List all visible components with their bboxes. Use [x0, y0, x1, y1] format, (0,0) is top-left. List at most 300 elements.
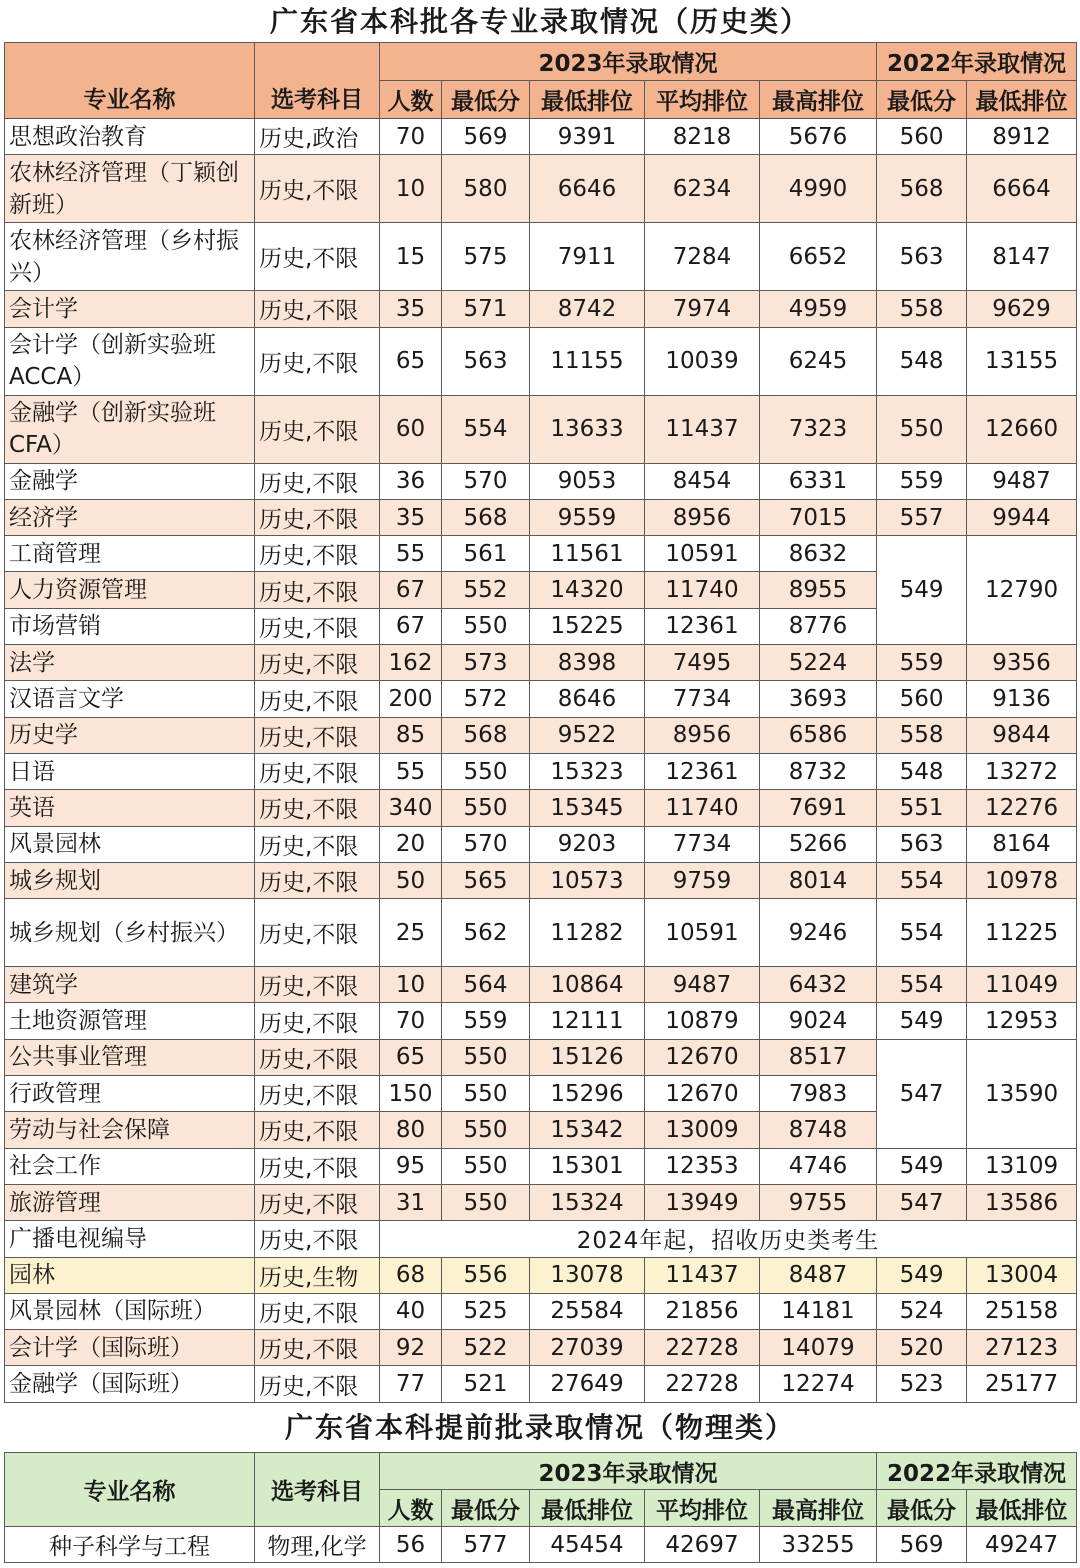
min-score: 552 [442, 572, 530, 608]
count: 70 [380, 119, 442, 155]
max-rank: 8732 [760, 753, 877, 789]
subjects: 历史,不限 [255, 1184, 380, 1220]
min-score: 522 [442, 1330, 530, 1366]
major-name: 风景园林 [5, 826, 255, 862]
min-score-2022: 554 [877, 967, 967, 1003]
min-rank: 9203 [530, 826, 645, 862]
major-name: 城乡规划 [5, 862, 255, 898]
min-score-2022: 520 [877, 1330, 967, 1366]
min-rank: 15345 [530, 790, 645, 826]
header-max-rank: 最高排位 [760, 81, 877, 119]
min-rank: 11282 [530, 899, 645, 967]
avg-rank: 12670 [645, 1039, 760, 1075]
table-row [5, 1366, 1077, 1402]
max-rank: 9755 [760, 1184, 877, 1220]
min-rank: 13078 [530, 1257, 645, 1293]
count: 65 [380, 1039, 442, 1075]
table-row [5, 967, 1077, 1003]
table-row [5, 645, 1077, 681]
min-score-2022: 547 [877, 1039, 967, 1148]
max-rank: 8632 [760, 536, 877, 572]
min-rank: 11155 [530, 327, 645, 395]
min-score: 570 [442, 463, 530, 499]
table-row [5, 463, 1077, 499]
min-score-2022: 551 [877, 790, 967, 826]
subjects: 历史,不限 [255, 1112, 380, 1148]
min-rank: 27649 [530, 1366, 645, 1402]
min-score: 575 [442, 223, 530, 291]
subjects: 历史,不限 [255, 463, 380, 499]
max-rank: 4746 [760, 1148, 877, 1184]
count: 55 [380, 536, 442, 572]
table-row [5, 862, 1077, 898]
min-rank: 10573 [530, 862, 645, 898]
count: 35 [380, 499, 442, 535]
max-rank: 6245 [760, 327, 877, 395]
major-name: 工商管理 [5, 536, 255, 572]
header-min-rank-2022: 最低排位 [967, 81, 1077, 119]
physics-table-body [5, 1527, 1077, 1563]
table-row [5, 395, 1077, 463]
min-score-2022: 548 [877, 753, 967, 789]
min-score-2022: 549 [877, 1148, 967, 1184]
min-score-2022: 524 [877, 1293, 967, 1329]
min-score: 580 [442, 155, 530, 223]
table-row [5, 1527, 1077, 1563]
min-rank-2022: 13272 [967, 753, 1077, 789]
major-name: 思想政治教育 [5, 119, 255, 155]
avg-rank: 22728 [645, 1330, 760, 1366]
min-rank-2022: 8912 [967, 119, 1077, 155]
table-row [5, 753, 1077, 789]
subjects: 历史,不限 [255, 826, 380, 862]
avg-rank: 22728 [645, 1366, 760, 1402]
min-score-2022: 523 [877, 1366, 967, 1402]
physics-admission-table [4, 1452, 1077, 1563]
min-score: 556 [442, 1257, 530, 1293]
count: 40 [380, 1293, 442, 1329]
min-score-2022: 559 [877, 645, 967, 681]
admission-note: 2024年起，招收历史类考生 [380, 1221, 1077, 1257]
min-rank: 13633 [530, 395, 645, 463]
count: 65 [380, 327, 442, 395]
table-row [5, 119, 1077, 155]
major-name: 种子科学与工程 [5, 1527, 255, 1563]
subjects: 历史,不限 [255, 1330, 380, 1366]
subjects: 历史,政治 [255, 119, 380, 155]
max-rank: 8955 [760, 572, 877, 608]
min-rank-2022: 25158 [967, 1293, 1077, 1329]
header-major: 专业名称 [5, 43, 255, 119]
table-row [5, 499, 1077, 535]
table-row [5, 1330, 1077, 1366]
table-row [5, 155, 1077, 223]
table-row [5, 327, 1077, 395]
min-rank: 8398 [530, 645, 645, 681]
max-rank: 6432 [760, 967, 877, 1003]
major-name: 经济学 [5, 499, 255, 535]
subjects: 历史,不限 [255, 1221, 380, 1257]
min-rank: 12111 [530, 1003, 645, 1039]
max-rank: 6331 [760, 463, 877, 499]
min-score-2022: 558 [877, 717, 967, 753]
min-score-2022: 560 [877, 119, 967, 155]
major-name: 劳动与社会保障 [5, 1112, 255, 1148]
min-rank: 6646 [530, 155, 645, 223]
major-name: 市场营销 [5, 608, 255, 644]
count: 60 [380, 395, 442, 463]
min-score: 565 [442, 862, 530, 898]
avg-rank: 10591 [645, 899, 760, 967]
min-score: 550 [442, 1039, 530, 1075]
max-rank: 5224 [760, 645, 877, 681]
header-group-2022: 2022年录取情况 [877, 1453, 1077, 1490]
max-rank: 5266 [760, 826, 877, 862]
min-rank-2022: 8147 [967, 223, 1077, 291]
min-rank-2022: 27123 [967, 1330, 1077, 1366]
min-score-2022: 547 [877, 1184, 967, 1220]
major-name: 会计学（国际班） [5, 1330, 255, 1366]
min-score-2022: 557 [877, 499, 967, 535]
min-score-2022: 548 [877, 327, 967, 395]
table-row [5, 681, 1077, 717]
major-name: 历史学 [5, 717, 255, 753]
subjects: 历史,不限 [255, 395, 380, 463]
min-score: 550 [442, 753, 530, 789]
major-name: 会计学（创新实验班ACCA） [5, 327, 255, 395]
major-name: 汉语言文学 [5, 681, 255, 717]
subjects: 历史,不限 [255, 1076, 380, 1112]
count: 35 [380, 291, 442, 327]
header-min-score-2022: 最低分 [877, 1490, 967, 1527]
min-rank: 9522 [530, 717, 645, 753]
major-name: 农林经济管理（丁颖创新班） [5, 155, 255, 223]
max-rank: 8014 [760, 862, 877, 898]
avg-rank: 10039 [645, 327, 760, 395]
history-table-title: 广东省本科批各专业录取情况（历史类） [269, 5, 810, 38]
subjects: 物理,化学 [255, 1527, 380, 1563]
count: 20 [380, 826, 442, 862]
min-rank: 15301 [530, 1148, 645, 1184]
header-major: 专业名称 [5, 1453, 255, 1527]
count: 95 [380, 1148, 442, 1184]
major-name: 土地资源管理 [5, 1003, 255, 1039]
count: 55 [380, 753, 442, 789]
min-score: 568 [442, 717, 530, 753]
avg-rank: 11740 [645, 572, 760, 608]
count: 56 [380, 1527, 442, 1563]
subjects: 历史,不限 [255, 1003, 380, 1039]
table-row [5, 1184, 1077, 1220]
subjects: 历史,不限 [255, 536, 380, 572]
max-rank: 3693 [760, 681, 877, 717]
max-rank: 7015 [760, 499, 877, 535]
table-row [5, 291, 1077, 327]
min-rank: 14320 [530, 572, 645, 608]
max-rank: 14079 [760, 1330, 877, 1366]
min-rank-2022: 9487 [967, 463, 1077, 499]
header-min-rank: 最低排位 [530, 81, 645, 119]
table-row [5, 1293, 1077, 1329]
min-score: 572 [442, 681, 530, 717]
min-score: 563 [442, 327, 530, 395]
count: 77 [380, 1366, 442, 1402]
avg-rank: 12353 [645, 1148, 760, 1184]
header-min-rank-2022: 最低排位 [967, 1490, 1077, 1527]
min-score: 561 [442, 536, 530, 572]
count: 50 [380, 862, 442, 898]
min-score: 521 [442, 1366, 530, 1402]
min-rank: 8742 [530, 291, 645, 327]
max-rank: 5676 [760, 119, 877, 155]
header-subjects: 选考科目 [255, 1453, 380, 1527]
min-score: 554 [442, 395, 530, 463]
min-score-2022: 569 [877, 1527, 967, 1563]
min-rank-2022: 9944 [967, 499, 1077, 535]
min-rank: 45454 [530, 1527, 645, 1563]
header-min-score: 最低分 [442, 81, 530, 119]
min-rank-2022: 12953 [967, 1003, 1077, 1039]
min-score-2022: 554 [877, 899, 967, 967]
min-score: 525 [442, 1293, 530, 1329]
major-name: 金融学（创新实验班CFA） [5, 395, 255, 463]
subjects: 历史,不限 [255, 1148, 380, 1184]
min-rank-2022: 11225 [967, 899, 1077, 967]
max-rank: 7983 [760, 1076, 877, 1112]
min-rank: 10864 [530, 967, 645, 1003]
min-rank-2022: 8164 [967, 826, 1077, 862]
avg-rank: 10879 [645, 1003, 760, 1039]
min-rank-2022: 12790 [967, 536, 1077, 645]
major-name: 农林经济管理（乡村振兴） [5, 223, 255, 291]
count: 200 [380, 681, 442, 717]
physics-table-title: 广东省本科提前批录取情况（物理类） [284, 1411, 795, 1444]
avg-rank: 7734 [645, 826, 760, 862]
min-score-2022: 563 [877, 223, 967, 291]
history-admission-table [4, 42, 1077, 1403]
min-rank-2022: 9136 [967, 681, 1077, 717]
min-rank: 9053 [530, 463, 645, 499]
min-rank-2022: 9356 [967, 645, 1077, 681]
min-score: 577 [442, 1527, 530, 1563]
min-score-2022: 558 [877, 291, 967, 327]
min-rank-2022: 6664 [967, 155, 1077, 223]
min-score-2022: 549 [877, 1257, 967, 1293]
count: 67 [380, 608, 442, 644]
subjects: 历史,不限 [255, 223, 380, 291]
avg-rank: 12361 [645, 753, 760, 789]
history-table-body [5, 119, 1077, 1403]
max-rank: 7691 [760, 790, 877, 826]
table-row [5, 790, 1077, 826]
avg-rank: 13949 [645, 1184, 760, 1220]
major-name: 会计学 [5, 291, 255, 327]
major-name: 园林 [5, 1257, 255, 1293]
max-rank: 8776 [760, 608, 877, 644]
major-name: 风景园林（国际班） [5, 1293, 255, 1329]
avg-rank: 9759 [645, 862, 760, 898]
min-rank: 15225 [530, 608, 645, 644]
major-name: 金融学 [5, 463, 255, 499]
min-score: 564 [442, 967, 530, 1003]
max-rank: 6652 [760, 223, 877, 291]
count: 36 [380, 463, 442, 499]
count: 10 [380, 155, 442, 223]
min-score: 562 [442, 899, 530, 967]
header-min-score-2022: 最低分 [877, 81, 967, 119]
count: 68 [380, 1257, 442, 1293]
min-score: 550 [442, 1184, 530, 1220]
header-min-rank: 最低排位 [530, 1490, 645, 1527]
count: 150 [380, 1076, 442, 1112]
subjects: 历史,不限 [255, 608, 380, 644]
min-rank: 15126 [530, 1039, 645, 1075]
min-score: 573 [442, 645, 530, 681]
min-score-2022: 560 [877, 681, 967, 717]
min-score: 550 [442, 1076, 530, 1112]
table-row [5, 536, 1077, 572]
avg-rank: 8218 [645, 119, 760, 155]
min-rank: 15323 [530, 753, 645, 789]
header-max-rank: 最高排位 [760, 1490, 877, 1527]
min-rank: 15324 [530, 1184, 645, 1220]
header-group-2023: 2023年录取情况 [380, 43, 877, 81]
avg-rank: 7495 [645, 645, 760, 681]
max-rank: 12274 [760, 1366, 877, 1402]
major-name: 法学 [5, 645, 255, 681]
subjects: 历史,不限 [255, 1293, 380, 1329]
table-row [5, 717, 1077, 753]
subjects: 历史,不限 [255, 862, 380, 898]
min-score: 559 [442, 1003, 530, 1039]
subjects: 历史,不限 [255, 291, 380, 327]
max-rank: 9024 [760, 1003, 877, 1039]
max-rank: 4990 [760, 155, 877, 223]
avg-rank: 6234 [645, 155, 760, 223]
max-rank: 7323 [760, 395, 877, 463]
count: 10 [380, 967, 442, 1003]
table-row [5, 1257, 1077, 1293]
header-count: 人数 [380, 81, 442, 119]
avg-rank: 11437 [645, 395, 760, 463]
min-rank: 8646 [530, 681, 645, 717]
table-row [5, 223, 1077, 291]
min-rank: 9559 [530, 499, 645, 535]
max-rank: 4959 [760, 291, 877, 327]
min-score: 569 [442, 119, 530, 155]
min-rank: 7911 [530, 223, 645, 291]
max-rank: 14181 [760, 1293, 877, 1329]
min-rank-2022: 13590 [967, 1039, 1077, 1148]
header-group-2022: 2022年录取情况 [877, 43, 1077, 81]
major-name: 广播电视编导 [5, 1221, 255, 1257]
major-name: 金融学（国际班） [5, 1366, 255, 1402]
max-rank: 8487 [760, 1257, 877, 1293]
min-score: 550 [442, 1148, 530, 1184]
count: 25 [380, 899, 442, 967]
major-name: 旅游管理 [5, 1184, 255, 1220]
subjects: 历史,不限 [255, 753, 380, 789]
min-rank-2022: 12276 [967, 790, 1077, 826]
subjects: 历史,不限 [255, 327, 380, 395]
avg-rank: 8454 [645, 463, 760, 499]
max-rank: 8517 [760, 1039, 877, 1075]
avg-rank: 8956 [645, 499, 760, 535]
header-subjects: 选考科目 [255, 43, 380, 119]
min-score-2022: 563 [877, 826, 967, 862]
table-row [5, 1039, 1077, 1075]
min-rank-2022: 9629 [967, 291, 1077, 327]
min-score-2022: 549 [877, 1003, 967, 1039]
avg-rank: 13009 [645, 1112, 760, 1148]
count: 15 [380, 223, 442, 291]
table-row [5, 1003, 1077, 1039]
count: 92 [380, 1330, 442, 1366]
count: 70 [380, 1003, 442, 1039]
min-rank: 11561 [530, 536, 645, 572]
count: 340 [380, 790, 442, 826]
min-rank: 9391 [530, 119, 645, 155]
min-score: 550 [442, 790, 530, 826]
min-score: 571 [442, 291, 530, 327]
min-rank-2022: 11049 [967, 967, 1077, 1003]
subjects: 历史,不限 [255, 899, 380, 967]
subjects: 历史,不限 [255, 790, 380, 826]
subjects: 历史,不限 [255, 645, 380, 681]
header-avg-rank: 平均排位 [645, 1490, 760, 1527]
avg-rank: 12361 [645, 608, 760, 644]
max-rank: 8748 [760, 1112, 877, 1148]
avg-rank: 10591 [645, 536, 760, 572]
count: 31 [380, 1184, 442, 1220]
major-name: 英语 [5, 790, 255, 826]
count: 80 [380, 1112, 442, 1148]
subjects: 历史,不限 [255, 717, 380, 753]
avg-rank: 8956 [645, 717, 760, 753]
table-row [5, 899, 1077, 967]
count: 162 [380, 645, 442, 681]
avg-rank: 9487 [645, 967, 760, 1003]
subjects: 历史,不限 [255, 1366, 380, 1402]
min-rank-2022: 13109 [967, 1148, 1077, 1184]
subjects: 历史,不限 [255, 155, 380, 223]
count: 67 [380, 572, 442, 608]
min-rank-2022: 10978 [967, 862, 1077, 898]
history-table-header [5, 43, 1077, 119]
subjects: 历史,不限 [255, 572, 380, 608]
subjects: 历史,不限 [255, 1039, 380, 1075]
avg-rank: 42697 [645, 1527, 760, 1563]
subjects: 历史,不限 [255, 499, 380, 535]
header-avg-rank: 平均排位 [645, 81, 760, 119]
min-score: 570 [442, 826, 530, 862]
avg-rank: 7284 [645, 223, 760, 291]
header-min-score: 最低分 [442, 1490, 530, 1527]
subjects: 历史,不限 [255, 681, 380, 717]
count: 85 [380, 717, 442, 753]
major-name: 行政管理 [5, 1076, 255, 1112]
subjects: 历史,不限 [255, 967, 380, 1003]
major-name: 建筑学 [5, 967, 255, 1003]
avg-rank: 11740 [645, 790, 760, 826]
table-row [5, 1221, 1077, 1257]
min-score-2022: 554 [877, 862, 967, 898]
major-name: 日语 [5, 753, 255, 789]
table-row [5, 826, 1077, 862]
min-score-2022: 549 [877, 536, 967, 645]
major-name: 人力资源管理 [5, 572, 255, 608]
min-rank-2022: 49247 [967, 1527, 1077, 1563]
